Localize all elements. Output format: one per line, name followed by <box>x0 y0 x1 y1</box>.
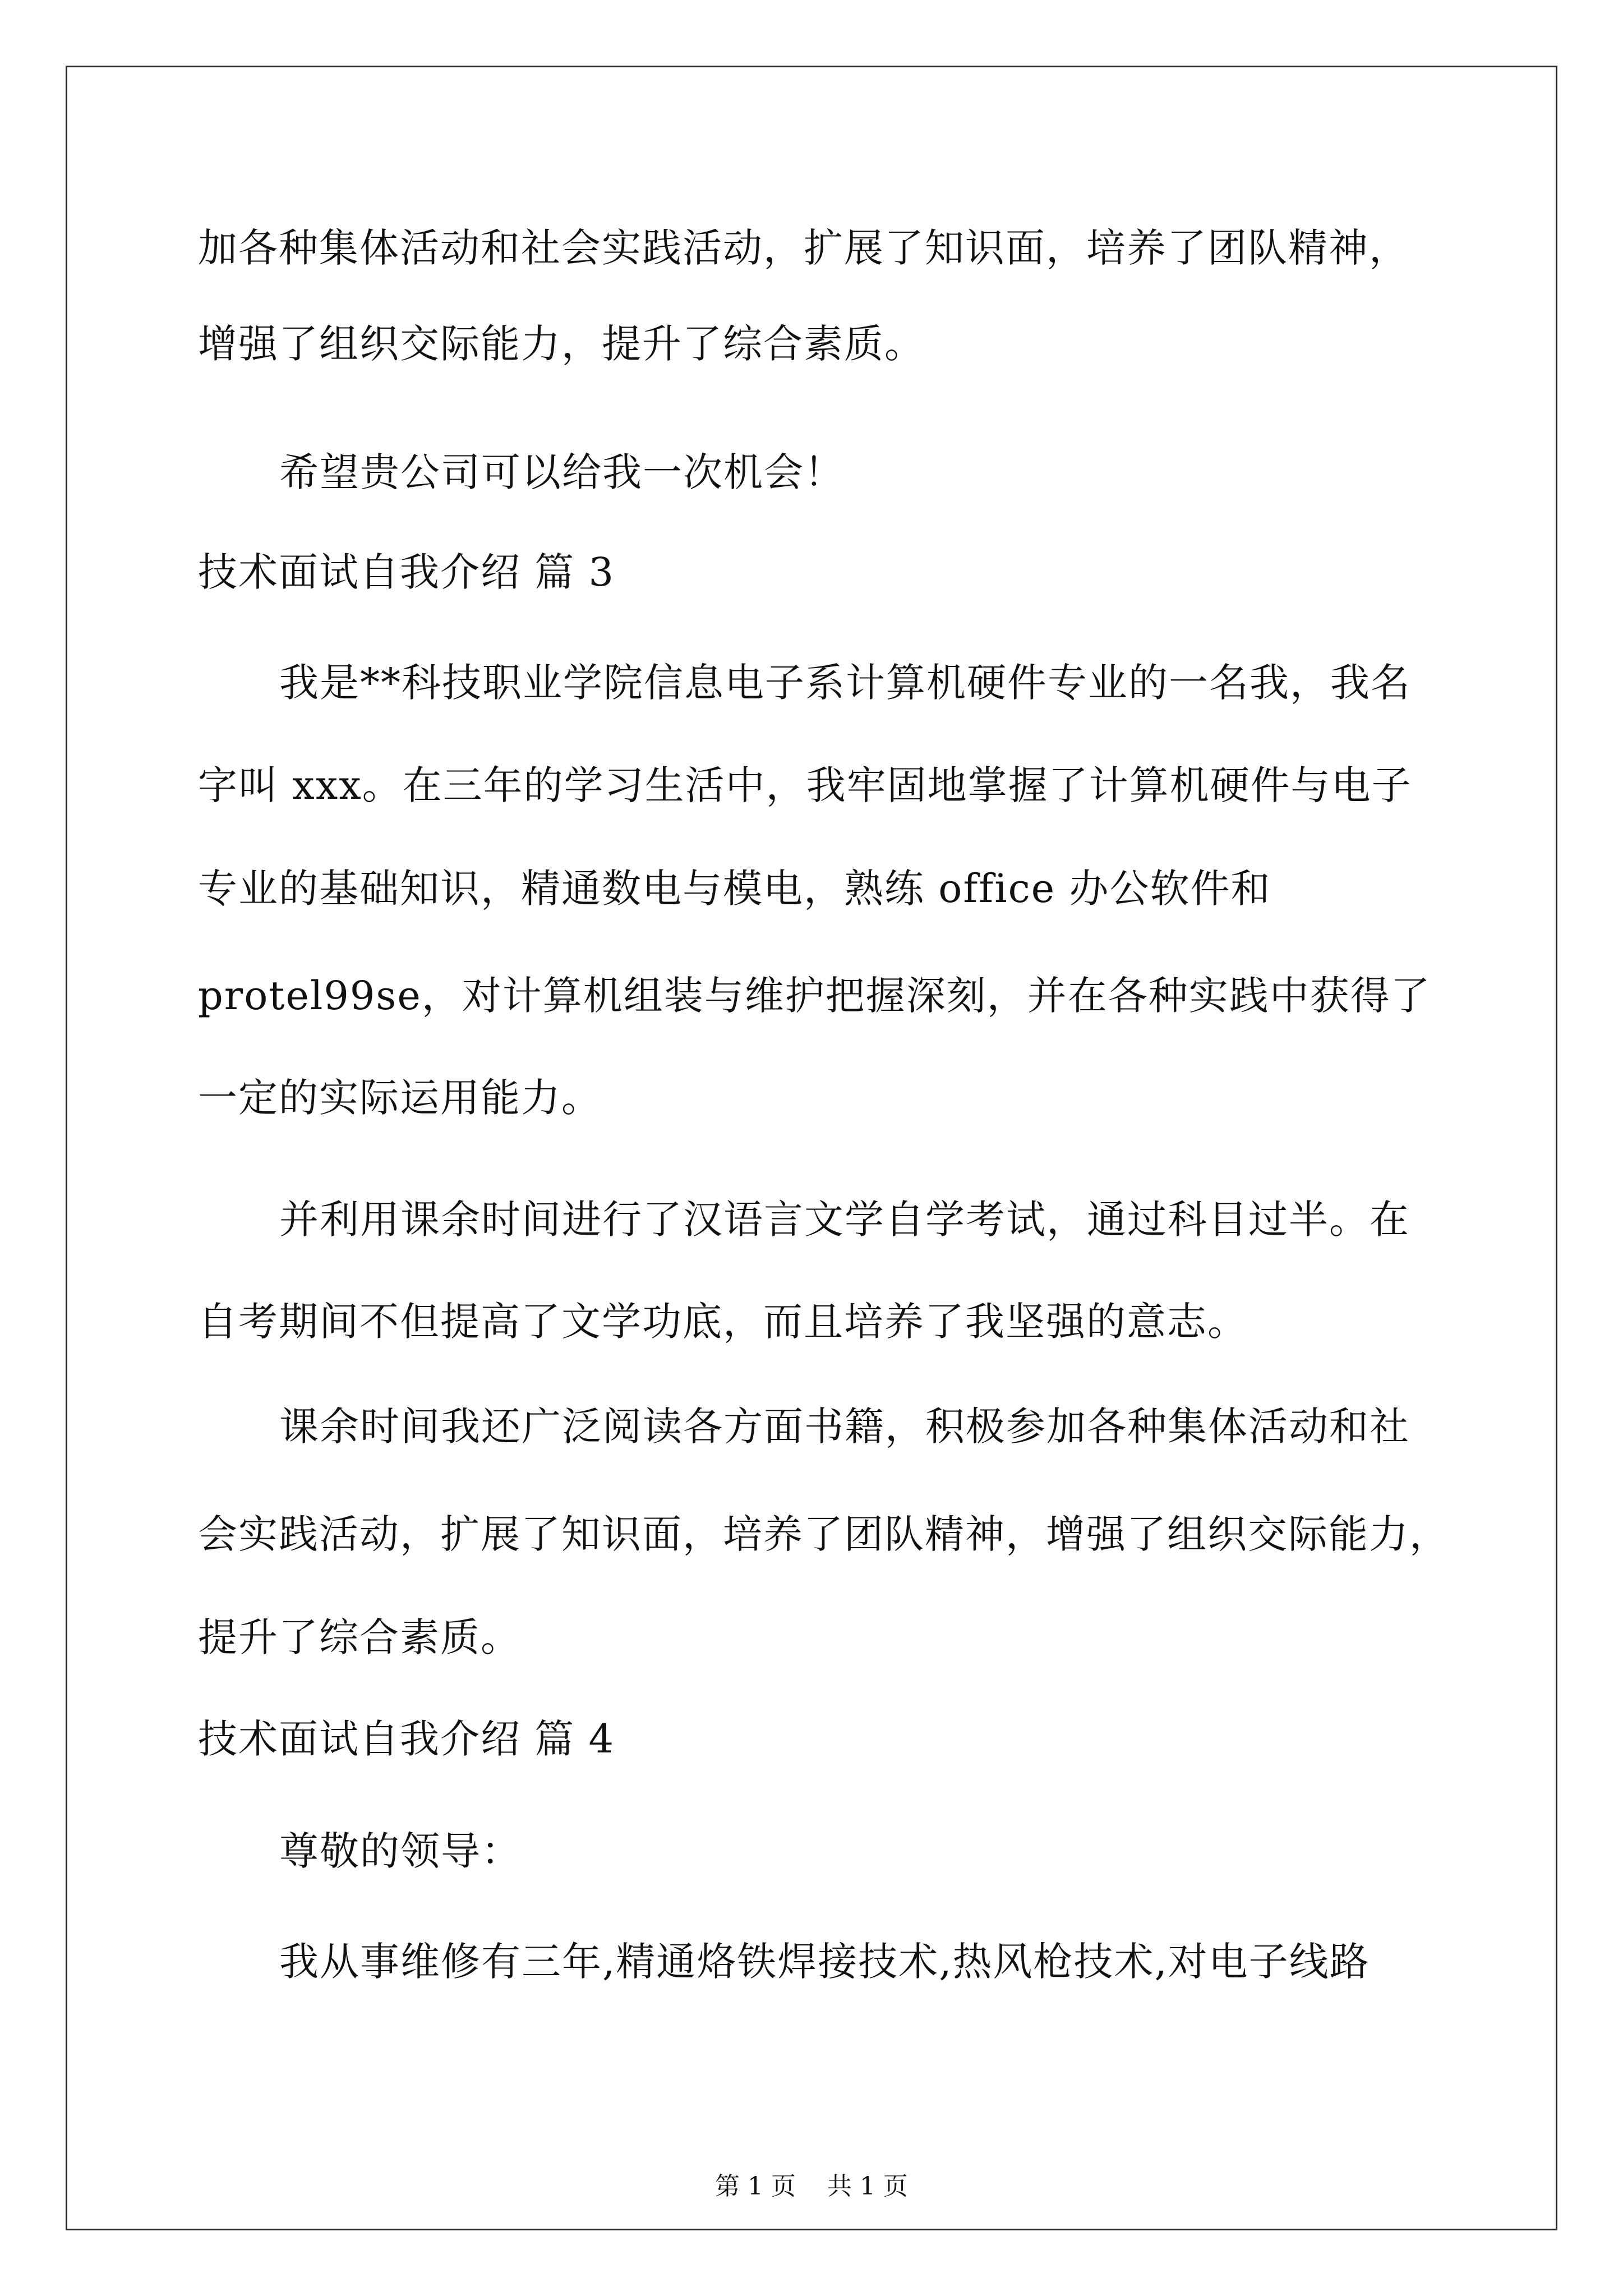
body-line: 并利用课余时间进行了汉语言文学自学考试，通过科目过半。在 <box>279 1197 1410 1243</box>
body-line: 我从事维修有三年,精通烙铁焊接技术,热风枪技术,对电子线路 <box>279 1939 1370 1985</box>
body-line: 尊敬的领导： <box>279 1828 522 1874</box>
body-line: 字叫 xxx。在三年的学习生活中，我牢固地掌握了计算机硬件与电子 <box>198 762 1412 808</box>
body-line: protel99se，对计算机组装与维护把握深刻，并在各种实践中获得了 <box>198 973 1431 1019</box>
page-number-footer: 第 1 页 共 1 页 <box>715 2172 908 2201</box>
body-line: 加各种集体活动和社会实践活动，扩展了知识面，培养了团队精神， <box>198 225 1409 271</box>
body-line: 会实践活动，扩展了知识面，培养了团队精神，增强了组织交际能力， <box>198 1511 1450 1557</box>
section-heading: 技术面试自我介绍 篇 4 <box>198 1716 615 1762</box>
body-line: 增强了组织交际能力，提升了综合素质。 <box>198 321 925 367</box>
body-line: 自考期间不但提高了文学功底，而且培养了我坚强的意志。 <box>198 1299 1248 1345</box>
page-border <box>66 66 1557 2230</box>
body-line: 专业的基础知识，精通数电与模电，熟练 office 办公软件和 <box>198 866 1271 912</box>
body-line: 提升了综合素质。 <box>198 1614 521 1660</box>
section-heading: 技术面试自我介绍 篇 3 <box>198 549 615 595</box>
body-line: 一定的实际运用能力。 <box>198 1075 602 1121</box>
body-line: 课余时间我还广泛阅读各方面书籍，积极参加各种集体活动和社 <box>279 1404 1410 1450</box>
body-line: 我是**科技职业学院信息电子系计算机硬件专业的一名我，我名 <box>279 660 1411 706</box>
body-line: 希望贵公司可以给我一次机会！ <box>279 449 845 495</box>
